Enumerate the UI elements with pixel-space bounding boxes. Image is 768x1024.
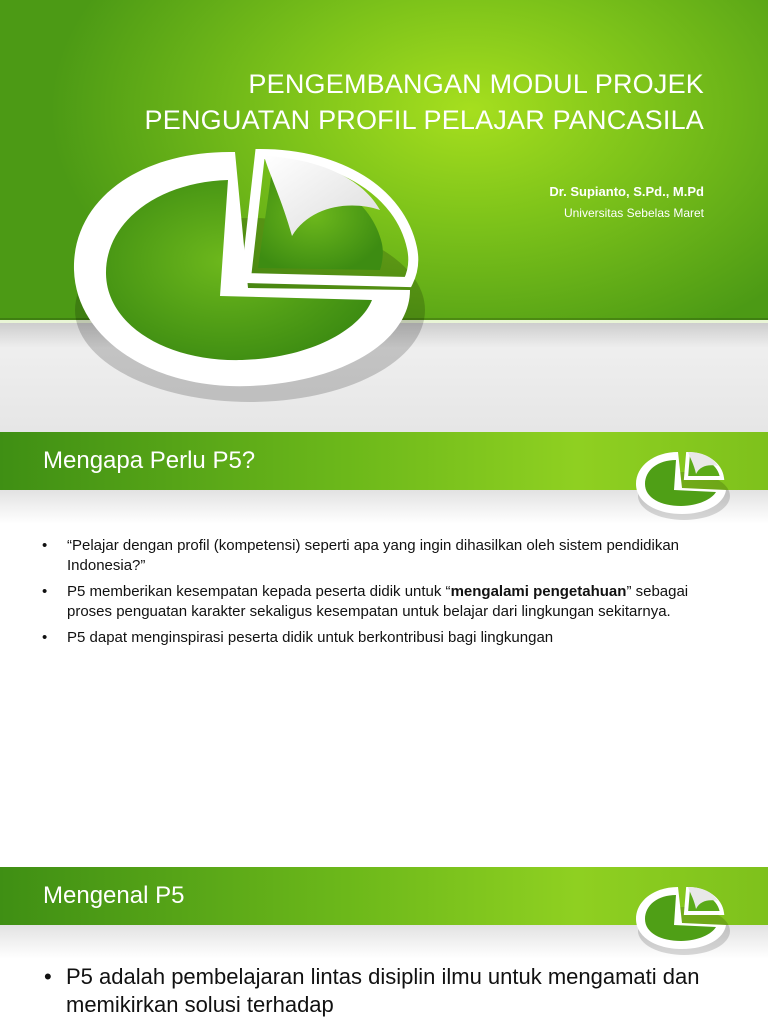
bullet-list: [42, 536, 712, 654]
bullet-marker: •: [42, 583, 48, 600]
list-item: [42, 628, 712, 648]
affiliation: Universitas Sebelas Maret: [563, 206, 704, 220]
bullet-text-end: ” sebagai proses penguatan karakter sekaligus kesempatan untuk belajar dari lingkungan sekitarnya.: [67, 583, 689, 620]
list-item: [42, 536, 712, 576]
pie-chart-logo-icon: [60, 140, 440, 410]
bullet-text: “Pelajar dengan profil (kompetensi) seperti apa yang ingin dihasilkan oleh sistem pendidikan Indonesia?”: [67, 537, 680, 574]
bullet-text: P5 dapat menginspirasi peserta didik untuk berkontribusi bagi lingkungan: [67, 629, 554, 646]
slide-title: Mengenal P5: [43, 882, 185, 909]
bullet-marker: •: [42, 537, 48, 554]
slide-title: Mengapa Perlu P5?: [43, 447, 256, 474]
title-line-2: PENGUATAN PROFIL PELAJAR PANCASILA: [144, 105, 704, 135]
bullet-marker: •: [44, 964, 52, 989]
pie-chart-logo-icon: [632, 881, 732, 957]
list-item: [44, 963, 704, 1019]
bullet-text-bold: mengalami pengetahuan: [450, 583, 627, 600]
title-line-1: PENGEMBANGAN MODUL PROJEK: [248, 69, 704, 99]
slide-mengapa-perlu-p5: [0, 432, 768, 867]
list-item: [42, 582, 712, 622]
title-slide: [0, 0, 768, 432]
pie-chart-logo-icon: [632, 446, 732, 522]
author-name: Dr. Supianto, S.Pd., M.Pd: [549, 184, 704, 199]
bullet-text-start: P5 memberikan kesempatan kepada peserta didik untuk “: [67, 583, 451, 600]
bullet-marker: •: [42, 629, 48, 646]
slide-mengenal-p5: [0, 867, 768, 1024]
presentation-title: [64, 66, 704, 138]
bullet-text: P5 adalah pembelajaran lintas disiplin ilmu untuk mengamati dan memikirkan solusi terhadap: [66, 964, 700, 1017]
bullet-list: [44, 963, 704, 1019]
